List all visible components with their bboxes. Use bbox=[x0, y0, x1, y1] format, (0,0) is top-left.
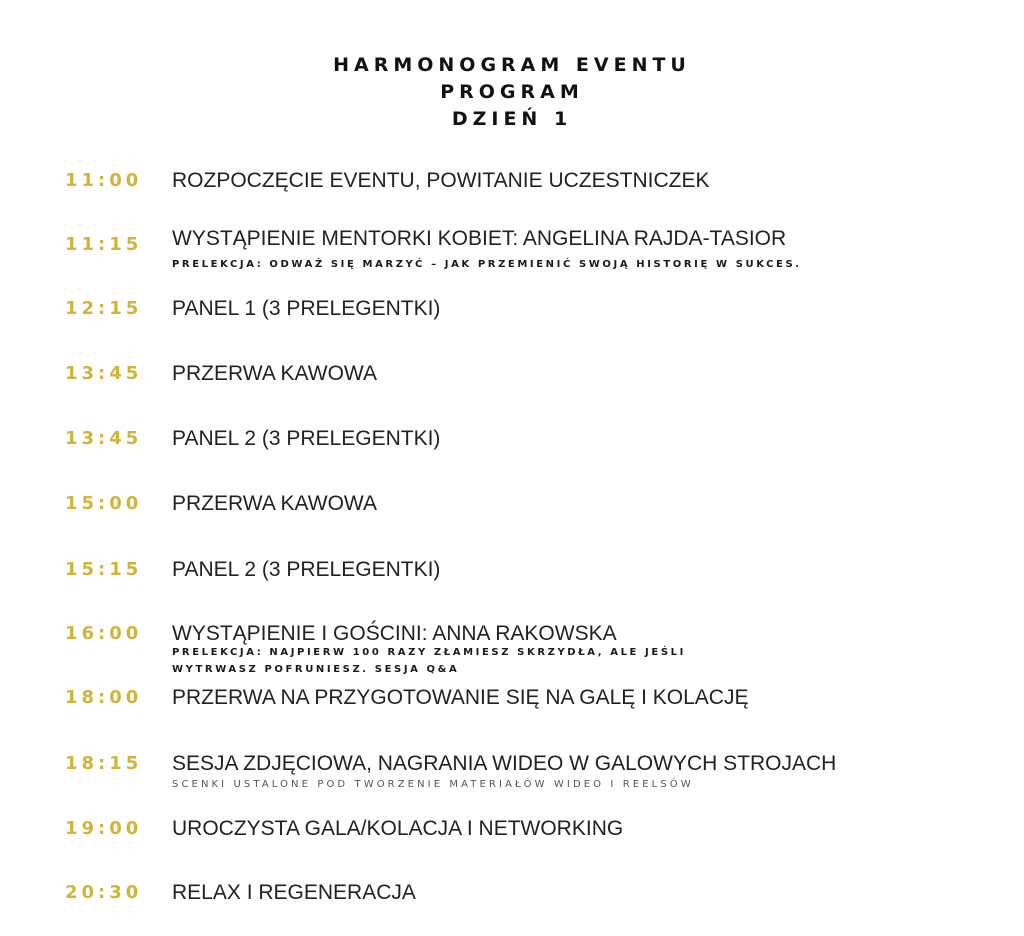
schedule-title: WYSTĄPIENIE I GOŚCINI: ANNA RAKOWSKA bbox=[172, 622, 617, 645]
schedule-title: PANEL 2 (3 PRELEGENTKI) bbox=[172, 558, 441, 581]
schedule-time: 20:30 bbox=[65, 882, 143, 903]
schedule-time: 19:00 bbox=[65, 818, 143, 839]
schedule-title: PRZERWA KAWOWA bbox=[172, 362, 377, 385]
schedule-subtitle: PRELEKCJA: ODWAŻ SIĘ MARZYĆ – JAK PRZEMIENIĆ SWOJĄ HISTORIĘ W SUKCES. bbox=[172, 259, 802, 270]
schedule-subtitle: WYTRWASZ POFRUNIESZ. SESJA Q&A bbox=[172, 664, 460, 675]
schedule-title: UROCZYSTA GALA/KOLACJA I NETWORKING bbox=[172, 817, 624, 840]
schedule-time: 18:15 bbox=[65, 753, 143, 774]
schedule-title: WYSTĄPIENIE MENTORKI KOBIET: ANGELINA RAJDA-TASIOR bbox=[172, 227, 787, 250]
schedule-time: 11:00 bbox=[65, 170, 143, 191]
header-subtitle: PROGRAM bbox=[440, 81, 584, 103]
schedule-time: 13:45 bbox=[65, 428, 143, 449]
page-header bbox=[0, 52, 1024, 133]
schedule-subtitle: SCENKI USTALONE POD TWORZENIE MATERIAŁÓW WIDEO I REELSÓW bbox=[172, 779, 694, 790]
schedule-title: PANEL 1 (3 PRELEGENTKI) bbox=[172, 297, 441, 320]
schedule-time: 15:00 bbox=[65, 493, 143, 514]
schedule-title: PRZERWA KAWOWA bbox=[172, 492, 377, 515]
schedule-time: 13:45 bbox=[65, 363, 143, 384]
schedule-time: 15:15 bbox=[65, 559, 143, 580]
schedule-title: PANEL 2 (3 PRELEGENTKI) bbox=[172, 427, 441, 450]
schedule-subtitle: PRELEKCJA: NAJPIERW 100 RAZY ZŁAMIESZ SKRZYDŁA, ALE JEŚLI bbox=[172, 647, 686, 658]
schedule-title: SESJA ZDJĘCIOWA, NAGRANIA WIDEO W GALOWYCH STROJACH bbox=[172, 752, 837, 775]
schedule-time: 18:00 bbox=[65, 687, 143, 708]
header-day: DZIEŃ 1 bbox=[451, 108, 573, 130]
schedule-title: PRZERWA NA PRZYGOTOWANIE SIĘ NA GALĘ I KOLACJĘ bbox=[172, 686, 749, 709]
header-title: HARMONOGRAM EVENTU bbox=[333, 54, 691, 76]
schedule-time: 11:15 bbox=[65, 234, 143, 255]
schedule-time: 12:15 bbox=[65, 298, 143, 319]
schedule-title: ROZPOCZĘCIE EVENTU, POWITANIE UCZESTNICZEK bbox=[172, 169, 710, 192]
schedule-title: RELAX I REGENERACJA bbox=[172, 881, 416, 904]
schedule-time: 16:00 bbox=[65, 623, 143, 644]
